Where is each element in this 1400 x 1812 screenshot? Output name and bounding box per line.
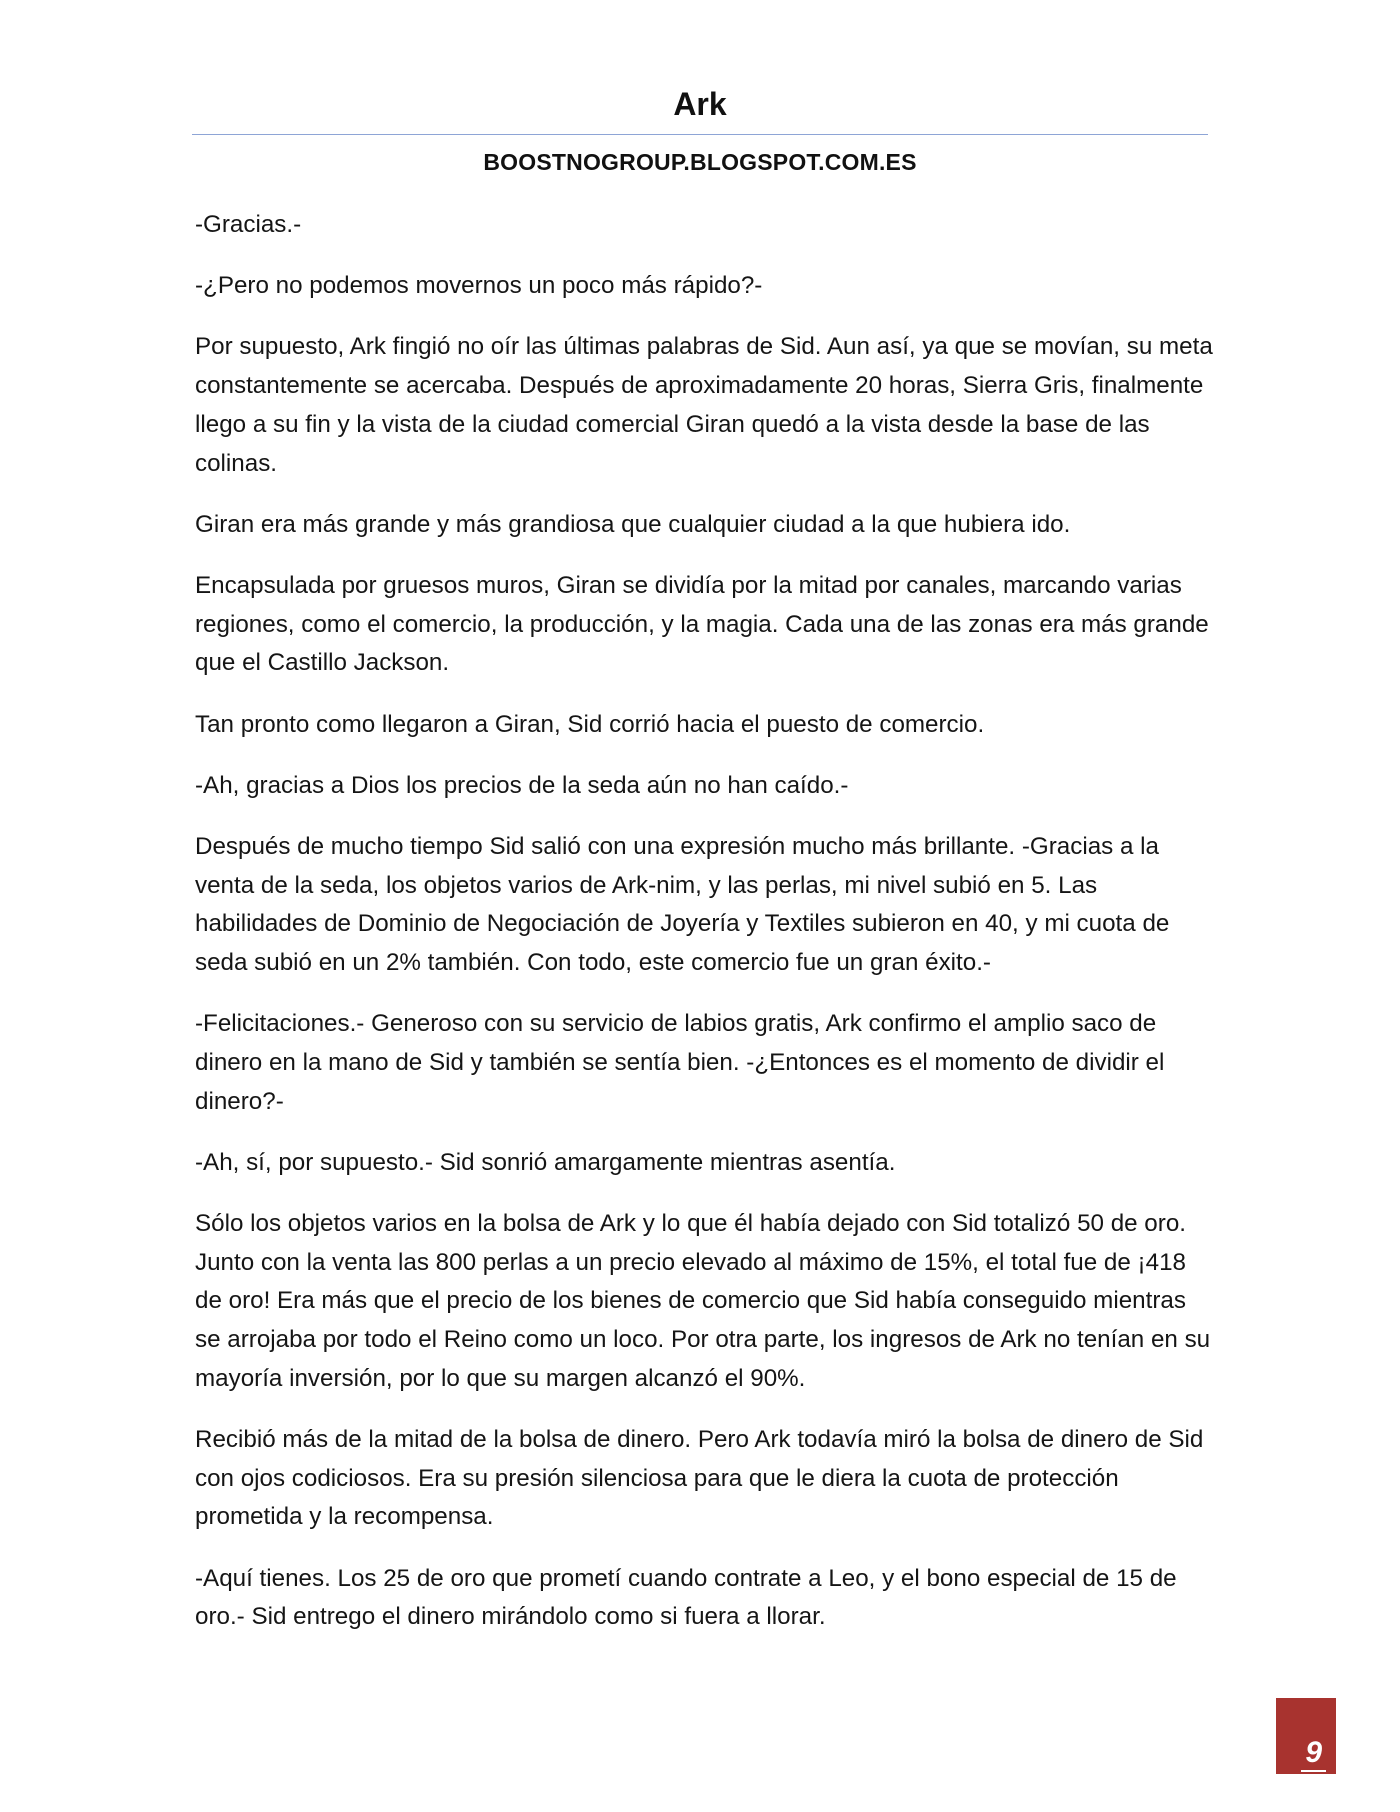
paragraph: -Gracias.- — [195, 211, 302, 238]
page-number-badge — [1276, 1698, 1336, 1774]
paragraph: Recibió más de la mitad de la bolsa de dinero. Pero Ark todavía miró la bolsa de dinero de Sid con ojos codiciosos. Era su presión silenciosa para que le diera la cuota de protección prometida y la recompensa. — [195, 1426, 1204, 1531]
paragraph: -Ah, gracias a Dios los precios de la seda aún no han caído.- — [195, 771, 849, 799]
paragraph: Después de mucho tiempo Sid salió con una expresión mucho más brillante. -Gracias a la venta de la seda, los objetos varios de Ark-nim, y las perlas, mi nivel subió en 5. Las habilidades de Dominio de Negociación de Joyería y Textiles subieron en 40, y mi cuota de seda subió en un 2% también. Con todo, este comercio fue un gran éxito.- — [195, 832, 1170, 977]
blog-url: BOOSTNOGROUP.BLOGSPOT.COM.ES — [483, 149, 917, 175]
document-title: Ark — [673, 86, 727, 122]
paragraph: Encapsulada por gruesos muros, Giran se dividía por la mitad por canales, marcando varias regiones, como el comercio, la producción, y la magia. Cada una de las zonas era más grande que el Castillo Jackson. — [195, 571, 1209, 677]
paragraph: Por supuesto, Ark fingió no oír las últimas palabras de Sid. Aun así, ya que se movían, su meta constantemente se acercaba. Después de aproximadamente 20 horas, Sierra Gris, finalmente llego a su fin y la vista de la ciudad comercial Giran quedó a la vista desde la base de las colinas. — [195, 333, 1213, 477]
paragraph: -Felicitaciones.- Generoso con su servicio de labios gratis, Ark confirmo el amplio saco de dinero en la mano de Sid y también se sentía bien. -¿Entonces es el momento de dividir el dinero?- — [195, 1010, 1165, 1115]
page-number: 9 — [1301, 1736, 1326, 1772]
paragraph: -Aquí tienes. Los 25 de oro que prometí cuando contrate a Leo, y el bono especial de 15 de oro.- Sid entrego el dinero mirándolo como si fuera a llorar. — [195, 1564, 1177, 1631]
header-divider — [192, 134, 1208, 135]
paragraph: Giran era más grande y más grandiosa que cualquier ciudad a la que hubiera ido. — [195, 510, 1071, 538]
paragraph: -¿Pero no podemos movernos un poco más rápido?- — [195, 272, 763, 300]
paragraph: Sólo los objetos varios en la bolsa de Ark y lo que él había dejado con Sid totalizó 50 de oro. Junto con la venta las 800 perlas a un precio elevado al máximo de 15%, el total fue de ¡418 de oro! Era más que el precio de los bienes de comercio que Sid había conseguido mientras se arrojaba por todo el Reino como un loco. Por otra parte, los ingresos de Ark no tenían en su mayoría inversión, por lo que su margen alcanzó el 90%. — [195, 1210, 1211, 1392]
paragraph: Tan pronto como llegaron a Giran, Sid corrió hacia el puesto de comercio. — [195, 710, 985, 738]
body-text — [195, 206, 1215, 1660]
page-header — [192, 80, 1208, 177]
paragraph: -Ah, sí, por supuesto.- Sid sonrió amargamente mientras asentía. — [195, 1148, 896, 1176]
